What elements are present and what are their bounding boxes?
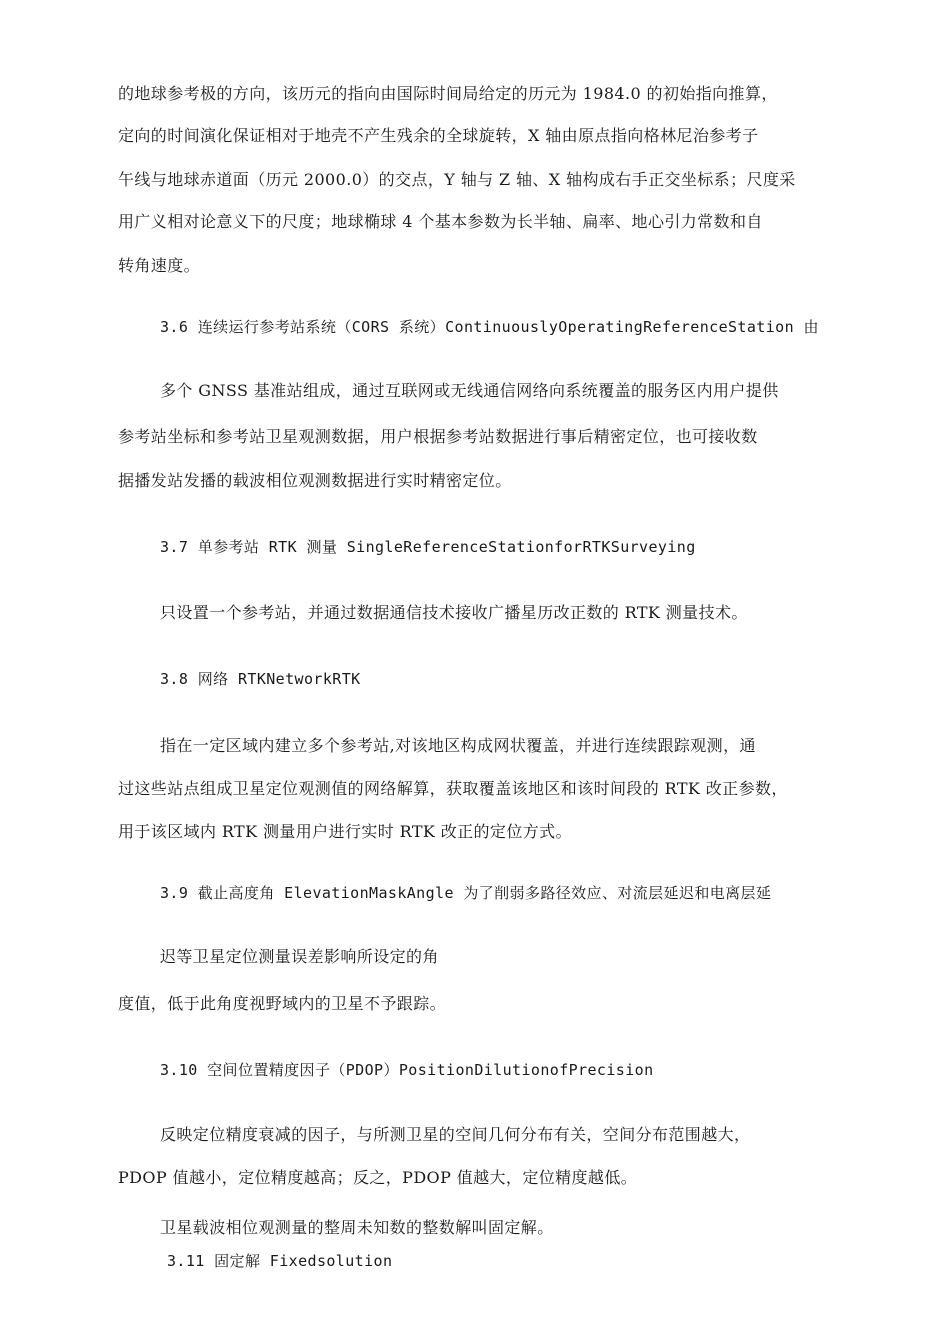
paragraph-line: 度值，低于此角度视野域内的卫星不予跟踪。	[118, 994, 447, 1013]
paragraph-line: 午线与地球赤道面（历元 2000.0）的交点，Y 轴与 Z 轴、X 轴构成右手正交坐标系；尺度采	[118, 170, 796, 189]
paragraph-line: 参考站坐标和参考站卫星观测数据，用户根据参考站数据进行事后精密定位，也可接收数	[118, 427, 758, 446]
paragraph-line: 卫星载波相位观测量的整周未知数的整数解叫固定解。	[160, 1218, 554, 1237]
paragraph-line: 迟等卫星定位测量误差影响所设定的角	[160, 947, 439, 966]
paragraph-line: 定向的时间演化保证相对于地壳不产生残余的全球旋转，X 轴由原点指向格林尼治参考子	[118, 126, 759, 145]
section-heading-3-11: 3.11 固定解 Fixedsolution	[167, 1252, 393, 1270]
section-heading-3-6: 3.6 连续运行参考站系统（CORS 系统）ContinuouslyOperatingReferenceStation 由	[160, 318, 819, 336]
paragraph-line: 据播发站发播的载波相位观测数据进行实时精密定位。	[118, 471, 512, 490]
paragraph-line: 用于该区域内 RTK 测量用户进行实时 RTK 改正的定位方式。	[118, 822, 572, 841]
paragraph-line: 多个 GNSS 基准站组成，通过互联网或无线通信网络向系统覆盖的服务区内用户提供	[160, 381, 779, 400]
paragraph-line: 用广义相对论意义下的尺度；地球椭球 4 个基本参数为长半轴、扁率、地心引力常数和自	[118, 212, 763, 231]
paragraph-line: 只设置一个参考站，并通过数据通信技术接收广播星历改正数的 RTK 测量技术。	[160, 603, 748, 622]
paragraph-line: PDOP 值越小，定位精度越高；反之，PDOP 值越大，定位精度越低。	[118, 1168, 638, 1187]
section-heading-3-7: 3.7 单参考站 RTK 测量 SingleReferenceStationforRTKSurveying	[160, 538, 696, 556]
paragraph-line: 的地球参考极的方向，该历元的指向由国际时间局给定的历元为 1984.0 的初始指向推算，	[118, 84, 778, 103]
paragraph-line: 指在一定区域内建立多个参考站,对该地区构成网状覆盖，并进行连续跟踪观测，通	[160, 736, 756, 755]
section-heading-3-9: 3.9 截止高度角 ElevationMaskAngle 为了削弱多路径效应、对流层延迟和电离层延	[160, 884, 772, 902]
paragraph-line: 转角速度。	[118, 256, 201, 275]
paragraph-line: 反映定位精度衰减的因子，与所测卫星的空间几何分布有关，空间分布范围越大，	[160, 1125, 751, 1144]
paragraph-line: 过这些站点组成卫星定位观测值的网络解算，获取覆盖该地区和该时间段的 RTK 改正参数，	[118, 779, 788, 798]
section-heading-3-10: 3.10 空间位置精度因子（PDOP）PositionDilutionofPrecision	[160, 1061, 654, 1079]
section-heading-3-8: 3.8 网络 RTKNetworkRTK	[160, 670, 361, 688]
